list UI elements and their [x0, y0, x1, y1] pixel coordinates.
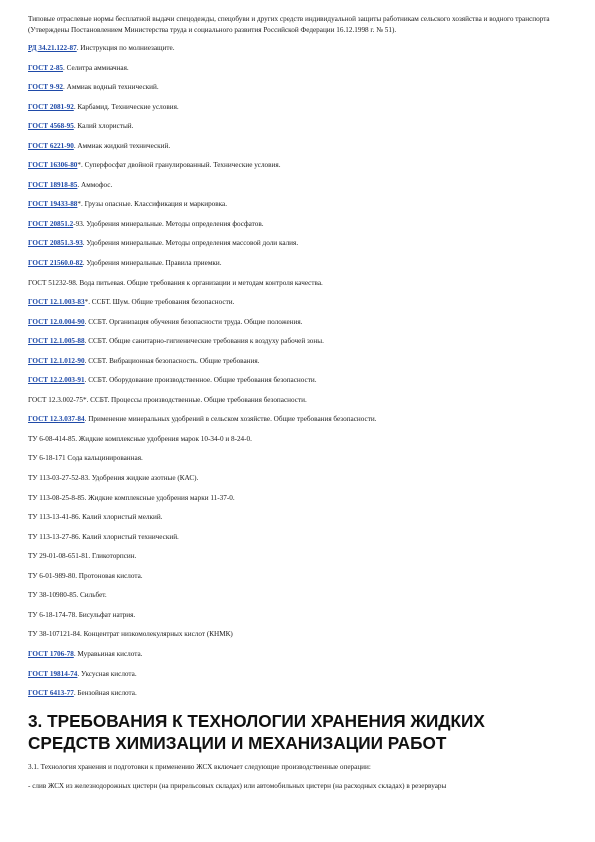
reference-description: ТУ 113-13-27-86. Калий хлористый технический.: [28, 532, 179, 541]
reference-description: ТУ 6-18-174-78. Бисульфат натрия.: [28, 610, 136, 619]
section-paragraph-1: 3.1. Технология хранения и подготовки к применению ЖСХ включает следующие производственные операции:: [28, 763, 371, 772]
section-paragraph-2: - слив ЖСХ из железнодорожных цистерн (на прирельсовых складах) или автомобильных цистерн (на расходных складах) в резервуары: [28, 782, 447, 791]
reference-item: [28, 650, 568, 659]
document-page: [28, 14, 568, 800]
reference-item: [28, 64, 568, 73]
reference-item: [28, 44, 568, 53]
reference-item: [28, 83, 568, 92]
reference-description: . ССБТ. Общие санитарно-гигиенические требования к воздуху рабочей зоны.: [84, 337, 324, 346]
reference-item: [28, 454, 568, 463]
reference-item: [28, 279, 568, 288]
reference-item: [28, 513, 568, 522]
intro-paragraph: Типовые отраслевые нормы бесплатной выдачи спецодежды, спецобуви и других средств индивидуальной защиты работникам сельского хозяйства и водного транспорта (Утверждены Постановлением Министерства труда и социального развития Российской Федерации 16.12.1998 г. № 51).: [28, 15, 550, 34]
standard-link[interactable]: ГОСТ 20851.3-93: [28, 239, 83, 248]
reference-item: [28, 376, 568, 385]
reference-item: [28, 552, 568, 561]
reference-description: ТУ 38-107121-84. Концентрат низкомолекулярных кислот (КНМК): [28, 630, 233, 639]
reference-item: [28, 474, 568, 483]
reference-description: . ССБТ. Оборудование производственное. Общие требования безопасности.: [84, 376, 317, 385]
standard-link[interactable]: ГОСТ 9-92: [28, 83, 64, 92]
standard-link[interactable]: ГОСТ 21560.0-82: [28, 259, 83, 268]
standard-link[interactable]: ГОСТ 16306-80: [28, 161, 78, 170]
standard-link[interactable]: ГОСТ 2081-92: [28, 102, 74, 111]
reference-item: [28, 239, 568, 248]
reference-item: [28, 670, 568, 679]
standard-link[interactable]: ГОСТ 12.0.004-90: [28, 317, 85, 326]
standard-link[interactable]: ГОСТ 4568-95: [28, 122, 74, 131]
reference-description: ТУ 6-01-989-80. Протоновая кислота.: [28, 571, 143, 580]
standard-link[interactable]: ГОСТ 6221-90: [28, 141, 74, 150]
reference-item: [28, 533, 568, 542]
section-heading: 3. ТРЕБОВАНИЯ К ТЕХНОЛОГИИ ХРАНЕНИЯ ЖИДКИХ СРЕДСТВ ХИМИЗАЦИИ И МЕХАНИЗАЦИИ РАБОТ: [28, 711, 485, 754]
standard-link[interactable]: ГОСТ 12.1.012-90: [28, 356, 85, 365]
reference-item: [28, 103, 568, 112]
reference-description: ТУ 113-03-27-52-83. Удобрения жидкие азотные (КАС).: [28, 474, 199, 483]
standard-link[interactable]: ГОСТ 12.2.003-91: [28, 376, 85, 385]
reference-description: ГОСТ 51232-98. Вода питьевая. Общие требования к организации и методам контроля качества.: [28, 278, 323, 287]
reference-description: . Инструкция по молниезащите.: [76, 44, 175, 52]
reference-description: -93. Удобрения минеральные. Методы определения фосфатов.: [73, 219, 264, 228]
reference-description: . ССБТ. Организация обучения безопасности труда. Общие положения.: [84, 317, 303, 326]
reference-description: . Селитра аммиачная.: [63, 63, 129, 72]
reference-description: . Аммиак жидкий технический.: [73, 141, 171, 150]
reference-description: . Бензойная кислота.: [73, 689, 137, 698]
standard-link[interactable]: ГОСТ 19814-74: [28, 669, 78, 678]
reference-description: ТУ 113-13-41-86. Калий хлористый мелкий.: [28, 513, 163, 522]
reference-item: [28, 611, 568, 620]
reference-description: . ССБТ. Вибрационная безопасность. Общие требования.: [84, 356, 260, 365]
reference-item: [28, 494, 568, 503]
reference-item: [28, 161, 568, 170]
reference-description: ТУ 38-10980-85. Сильбет.: [28, 591, 107, 600]
reference-item: [28, 435, 568, 444]
standard-link[interactable]: ГОСТ 12.1.005-88: [28, 337, 85, 346]
standard-link[interactable]: ГОСТ 18918-85: [28, 180, 78, 189]
standard-link[interactable]: ГОСТ 20851.2: [28, 219, 74, 228]
reference-description: ТУ 29-01-08-651-81. Гликоторпсин.: [28, 552, 137, 561]
reference-description: . Аммиак водный технический.: [63, 83, 159, 92]
reference-description: *. ССБТ. Шум. Общие требования безопасности.: [84, 298, 235, 307]
standard-link[interactable]: ГОСТ 12.3.037-84: [28, 415, 85, 424]
reference-item: [28, 337, 568, 346]
reference-description: *. Грузы опасные. Классификация и маркировка.: [77, 200, 228, 209]
reference-item: [28, 318, 568, 327]
reference-item: [28, 591, 568, 600]
reference-item: [28, 415, 568, 424]
reference-item: [28, 181, 568, 190]
standard-link[interactable]: ГОСТ 2-85: [28, 63, 64, 72]
reference-description: ГОСТ 12.3.002-75*. ССБТ. Процессы производственные. Общие требования безопасности.: [28, 395, 307, 404]
reference-item: [28, 200, 568, 209]
reference-description: . Калий хлористый.: [73, 122, 134, 131]
reference-description: . Удобрения минеральные. Методы определения массовой доли калия.: [82, 239, 299, 248]
reference-item: [28, 630, 568, 639]
reference-description: . Уксусная кислота.: [77, 669, 137, 678]
reference-description: ТУ 6-18-171 Сода кальцинированная.: [28, 454, 143, 463]
reference-list: [28, 44, 568, 698]
reference-description: ТУ 113-08-25-8-85. Жидкие комплексные удобрения марки 11-37-0.: [28, 493, 235, 502]
standard-link[interactable]: ГОСТ 19433-88: [28, 200, 78, 209]
reference-item: [28, 122, 568, 131]
reference-item: [28, 298, 568, 307]
standard-link[interactable]: ГОСТ 12.1.003-83: [28, 298, 85, 307]
reference-item: [28, 220, 568, 229]
reference-item: [28, 572, 568, 581]
standard-link[interactable]: ГОСТ 1706-78: [28, 649, 74, 658]
reference-description: . Карбамид. Технические условия.: [73, 102, 179, 111]
standard-link[interactable]: РД 34.21.122-87: [28, 44, 77, 52]
reference-item: [28, 142, 568, 151]
reference-description: . Аммофос.: [77, 180, 113, 189]
standard-link[interactable]: ГОСТ 6413-77: [28, 689, 74, 698]
reference-description: *. Суперфосфат двойной гранулированный. Технические условия.: [77, 161, 281, 170]
reference-description: . Применение минеральных удобрений в сельском хозяйстве. Общие требования безопасности.: [84, 415, 377, 424]
reference-description: . Муравьиная кислота.: [73, 649, 143, 658]
reference-description: . Удобрения минеральные. Правила приемки.: [82, 259, 222, 268]
reference-description: ТУ 6-08-414-85. Жидкие комплексные удобрения марок 10-34-0 и 8-24-0.: [28, 434, 252, 443]
reference-item: [28, 396, 568, 405]
reference-item: [28, 357, 568, 366]
reference-item: [28, 689, 568, 698]
reference-item: [28, 259, 568, 268]
